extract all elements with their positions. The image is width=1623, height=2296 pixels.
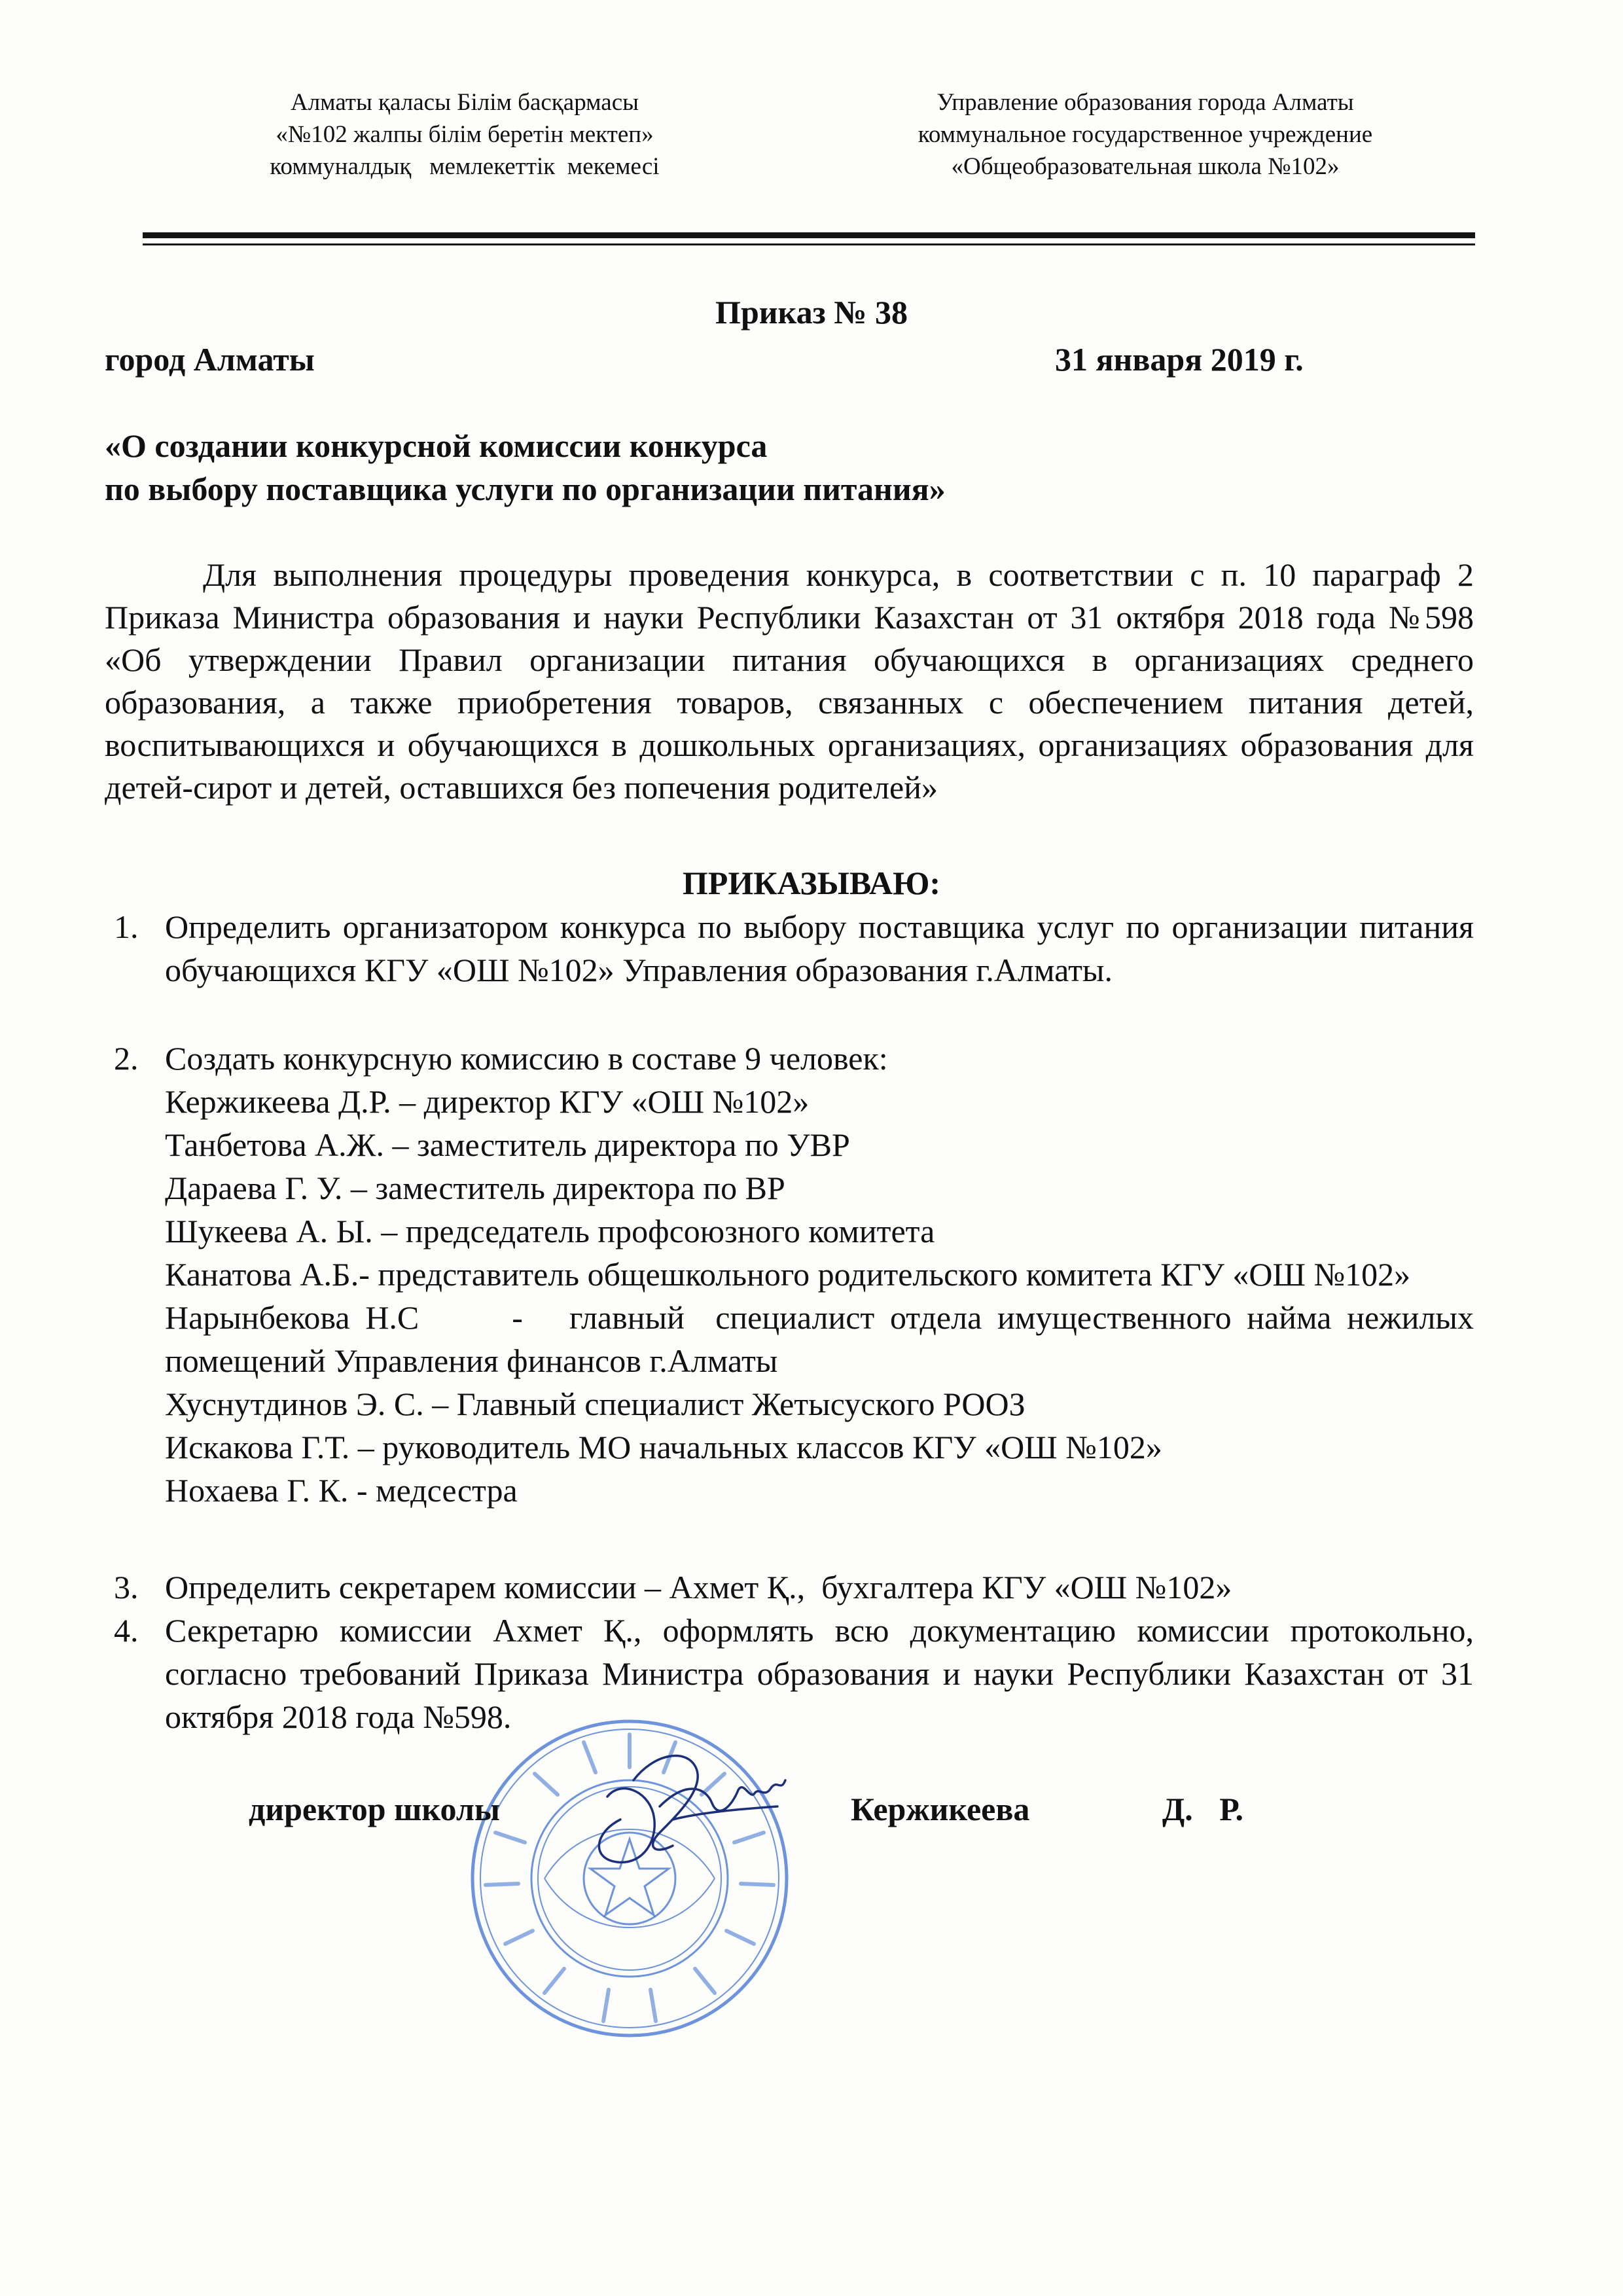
item-text: Создать конкурсную комиссию в составе 9 человек:	[165, 1040, 888, 1077]
order-city: город Алматы	[105, 341, 315, 378]
header-left-block	[170, 86, 759, 183]
handwritten-signature	[581, 1741, 797, 1872]
signatory-name: Кержикеева Д. Р.	[851, 1791, 1244, 1827]
header-right-line-1: Управление образования города Алматы	[936, 89, 1354, 116]
order-item-3	[105, 1566, 1474, 1609]
item-text: Определить организатором конкурса по выбору поставщика услуг по организации питания обучающихся КГУ «ОШ №102» Управления образования г.Алматы.	[165, 908, 1474, 988]
commission-member: Шукеева А. Ы. – председатель профсоюзного комитета	[165, 1213, 935, 1249]
header-right-line-2: коммунальное государственное учреждение	[918, 121, 1373, 148]
item-number: 1.	[114, 908, 139, 945]
order-directive-heading: ПРИКАЗЫВАЮ:	[682, 865, 941, 901]
preamble-paragraph: Для выполнения процедуры проведения конкурса, в соответствии с п. 10 параграф 2 Приказа Министра образования и науки Республики Казахстан от 31 октября 2018 года №598 «Об утверждении Правил организации питания обучающихся в организациях среднего образования, а также приобретения товаров, связанных с обеспечением питания детей, воспитывающихся и обучающихся в дошкольных организациях, организациях образования для детей-сирот и детей, оставшихся без попечения родителей»	[105, 556, 1474, 806]
header-left-line-1: Алматы қаласы Білім басқармасы	[290, 89, 639, 116]
commission-list	[165, 1037, 1482, 1512]
order-item-2	[105, 1037, 1482, 1512]
header-left-line-3: коммуналдық мемлекеттік мекемесі	[270, 153, 660, 180]
header-divider-thick	[143, 232, 1475, 238]
signatory-position: директор школы	[249, 1791, 500, 1827]
commission-member: Нарынбекова Н.С - главный специалист отдела имущественного найма нежилых помещений Управления финансов г.Алматы	[165, 1299, 1482, 1379]
order-date: 31 января 2019 г.	[1055, 341, 1304, 378]
item-number: 2.	[114, 1040, 139, 1077]
commission-member: Искакова Г.Т. – руководитель МО начальных классов КГУ «ОШ №102»	[165, 1429, 1162, 1465]
item-number: 3.	[114, 1569, 139, 1605]
subject-line-2: по выбору поставщика услуги по организации питания»	[105, 471, 946, 507]
header-divider-thin	[143, 243, 1475, 245]
order-title: Приказ № 38	[715, 294, 908, 331]
commission-member: Канатова А.Б.- представитель общешкольного родительского комитета КГУ «ОШ №102»	[165, 1256, 1411, 1293]
order-subject	[105, 424, 946, 511]
item-text: Секретарю комиссии Ахмет Қ., оформлять всю документацию комиссии протокольно, согласно требований Приказа Министра образования и науки Республики Казахстан от 31 октября 2018 года №598.	[165, 1612, 1474, 1735]
header-right-block	[851, 86, 1440, 183]
commission-member: Нохаева Г. К. - медсестра	[165, 1472, 518, 1509]
commission-member: Танбетова А.Ж. – заместитель директора по УВР	[165, 1126, 850, 1163]
commission-member: Хуснутдинов Э. С. – Главный специалист Жетысуского РООЗ	[165, 1386, 1026, 1422]
item-number: 4.	[114, 1612, 139, 1649]
header-right-line-3: «Общеобразовательная школа №102»	[951, 153, 1340, 180]
subject-line-1: «О создании конкурсной комиссии конкурса	[105, 427, 768, 464]
header-left-line-2: «№102 жалпы білім беретін мектеп»	[276, 121, 654, 148]
item-text: Определить секретарем комиссии – Ахмет Қ., бухгалтера КГУ «ОШ №102»	[165, 1569, 1232, 1605]
commission-member: Кержикеева Д.Р. – директор КГУ «ОШ №102»	[165, 1083, 810, 1120]
commission-member: Дараева Г. У. – заместитель директора по ВР	[165, 1170, 785, 1206]
order-item-1	[105, 905, 1474, 992]
